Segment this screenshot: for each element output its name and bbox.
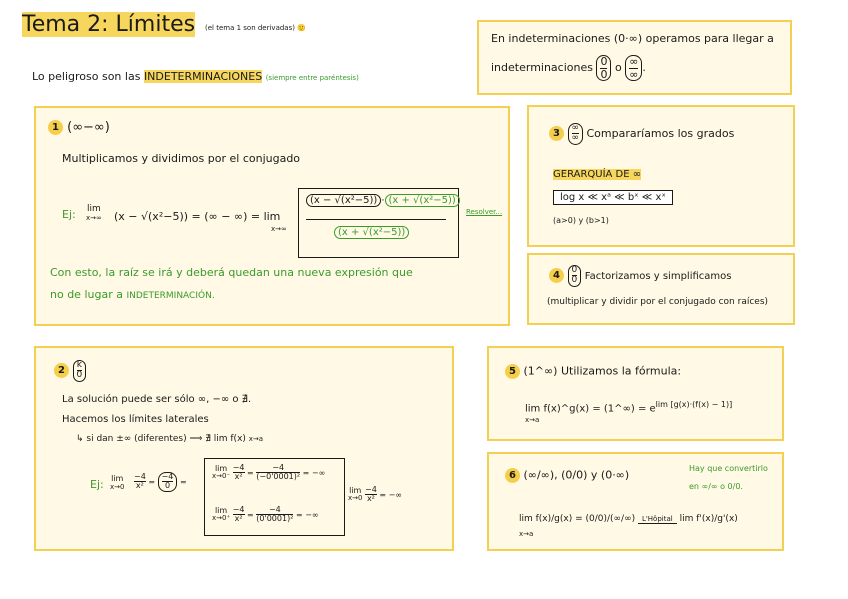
s5-sub: x→a [525, 416, 540, 424]
s6-arrow: L'Hôpital [638, 515, 677, 524]
lead-line: Lo peligroso son las INDETERMINACIONES (siempre entre paréntesis) [32, 70, 359, 83]
s5-number: 5 [505, 364, 520, 379]
s3-jer-title: GERARQUÍA DE ∞ [553, 169, 642, 180]
s3-number: 3 [549, 126, 564, 141]
s5-desc: Utilizamos la fórmula: [560, 364, 682, 378]
s3-cond: (a>0) y (b>1) [553, 216, 609, 225]
s3-desc: Compararíamos los grados [586, 126, 735, 140]
s2-lim: lim x→0 [110, 474, 125, 491]
section-5-box [487, 346, 784, 441]
s1-lim: lim x→∞ [86, 204, 102, 222]
s1-expr: (x − √(x²−5)) = (∞ − ∞) = lim [114, 210, 281, 223]
s2-final: lim x→0 $\frac{-4}{\text{x²}}$ = −∞ [348, 485, 402, 504]
s6-number: 6 [505, 468, 520, 483]
s2-expr: $\frac{-4}{\text{x²}}$ = $\frac{-4}{0}$ = [134, 472, 187, 491]
s2-left-limit: lim x→0⁻ $\frac{-4}{\text{x²}}$ = $\frac{-4}{\text{(−0'0001)²}}$ = −∞ [212, 463, 326, 482]
s4-header: 4 $\frac{0}{0}$ Factorizamos y simplificamos [549, 265, 731, 287]
s1-header [48, 120, 110, 135]
s1-numerator: (x − √(x²−5)) · (x + √(x²−5)) [306, 194, 460, 207]
s5-header [505, 364, 681, 379]
intro-box [477, 20, 792, 95]
section-1-box [34, 106, 510, 326]
s1-number: 1 [48, 120, 63, 135]
section-2-box [34, 346, 454, 551]
s5-formula: lim f(x)^g(x) = (1^∞) = $e^{lim [g(x)\cdot(f(x) - 1)]}$ [525, 400, 733, 415]
s6-header [505, 468, 629, 483]
s6-note2: en ∞/∞ o 0/0. [689, 482, 743, 491]
s6-rule: lim f(x)/g(x) = (0/0)/(∞/∞) L'Hôpital lim f'(x)/g'(x) [519, 514, 738, 524]
s1-ej: Ej: [62, 208, 76, 221]
smile-icon: 🙂 [297, 24, 306, 32]
s1-fraction-bar [306, 219, 446, 220]
s4-note: (multiplicar y dividir por el conjugado con raíces) [547, 297, 769, 307]
s2-number: 2 [54, 363, 69, 378]
s1-title: (∞−∞) [67, 120, 110, 135]
s6-title: (∞/∞), (0/0) y (0·∞) [523, 468, 630, 482]
s2-line1: La solución puede ser sólo ∞, −∞ o ∄. [62, 394, 252, 405]
section-4-box [527, 253, 795, 325]
s3-jerarquia: log x ≪ xᵃ ≪ bˣ ≪ xˣ [553, 190, 673, 205]
s1-denominator: (x + √(x²−5)) [334, 226, 409, 239]
s1-conclusion-1: Con esto, la raíz se irá y deberá quedan una nueva expresión que [50, 266, 413, 279]
page-title [22, 12, 195, 37]
section-3-box [527, 105, 795, 247]
s6-sub: x→a [519, 530, 534, 538]
s3-header: 3 $\frac{\infty}{\infty}$ Compararíamos los grados [549, 123, 734, 145]
s1-conclusion-2: no de lugar a INDETERMINACIÓN. [50, 288, 215, 301]
s2-ej: Ej: [90, 478, 104, 491]
s1-desc: Multiplicamos y dividimos por el conjugado [62, 152, 301, 165]
s2-line3: ↳ si dan ±∞ (diferentes) ⟹ ∄ lim f(x) x→a [76, 434, 264, 444]
lead-note: (siempre entre paréntesis) [265, 74, 359, 82]
s4-desc: Factorizamos y simplificamos [584, 270, 732, 282]
s1-resolver-link: Resolver... [466, 208, 503, 216]
title-subtitle: (el tema 1 son derivadas) 🙂 [205, 24, 306, 32]
s2-line2: Hacemos los límites laterales [62, 414, 209, 425]
title-text: Tema 2: Límites [22, 12, 196, 37]
intro-line1: En indeterminaciones (0·∞) operamos para llegar a [491, 32, 774, 45]
s2-right-limit: lim x→0⁺ $\frac{-4}{\text{x²}}$ = $\frac{-4}{\text{(0'0001)²}}$ = −∞ [212, 505, 319, 524]
section-6-box [487, 452, 784, 551]
s4-number: 4 [549, 268, 564, 283]
s6-note1: Hay que convertirlo [689, 464, 768, 473]
s5-title: (1^∞) [523, 364, 558, 378]
s2-right-bracket [336, 458, 345, 536]
s1-lim-sub: x→∞ [271, 225, 287, 233]
lead-highlight: INDETERMINACIONES [143, 70, 263, 83]
s2-header: 2 $\frac{k}{0}$ [54, 360, 86, 382]
intro-line2: indeterminaciones $\frac{0}{0}$ o $\frac{\infty}{\infty}$ . [491, 55, 646, 81]
